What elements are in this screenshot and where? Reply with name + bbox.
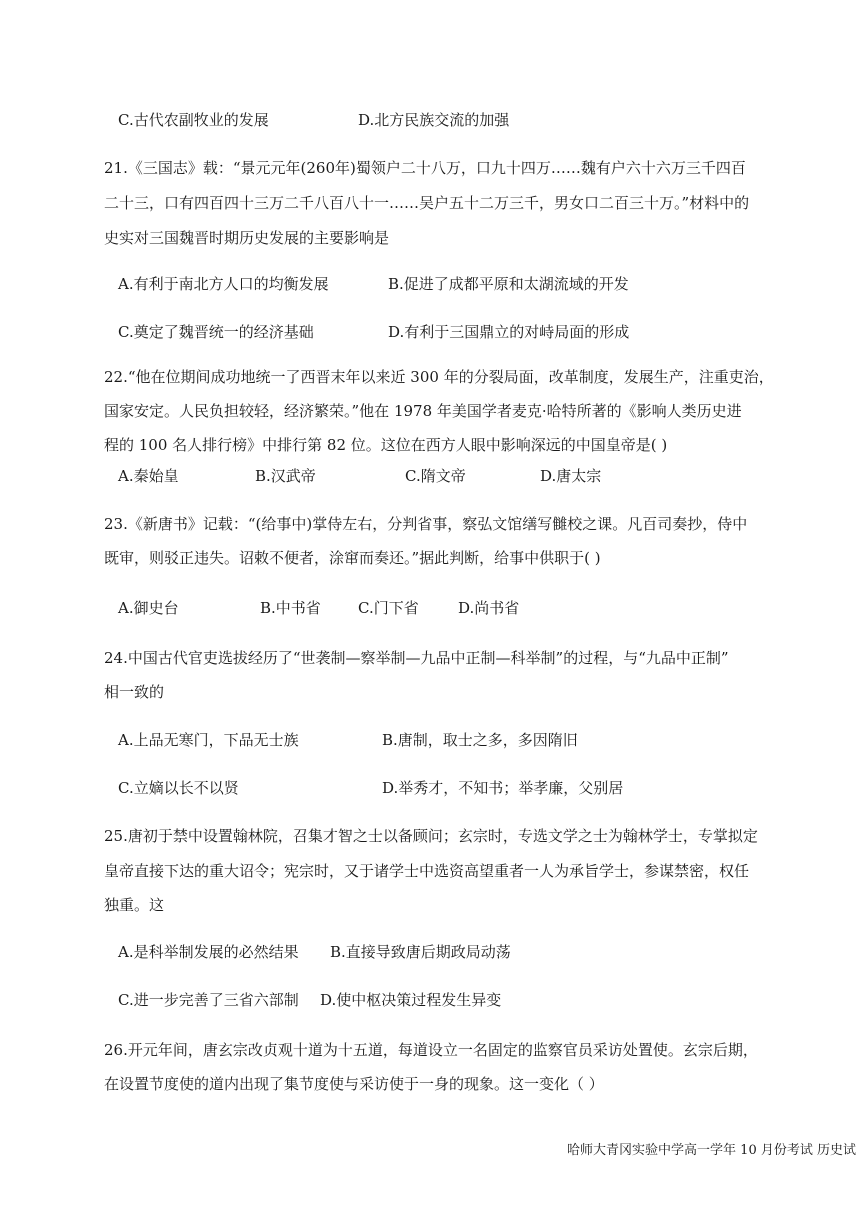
q21-stem-line-3: 史实对三国魏晋时期历史发展的主要影响是 [104, 229, 390, 247]
q23-option-b: B.中书省 [260, 599, 321, 617]
q25-stem-line-3: 独重。这 [104, 896, 165, 914]
q25-option-a: A.是科举制发展的必然结果 [118, 943, 299, 961]
q23-option-c: C.门下省 [358, 599, 419, 617]
q21-option-a: A.有利于南北方人口的均衡发展 [118, 275, 329, 293]
q25-option-c: C.进一步完善了三省六部制 [118, 991, 299, 1009]
q22-option-d: D.唐太宗 [540, 467, 602, 485]
q25-stem-line-2: 皇帝直接下达的重大诏令；宪宗时，又于诸学士中选资高望重者一人为承旨学士，参谋禁密，权任 [104, 862, 750, 880]
q22-option-c: C.隋文帝 [405, 467, 466, 485]
q23-option-a: A.御史台 [118, 599, 179, 617]
q21-stem-line-2: 二十三，口有四百四十三万二千八百八十一……吴户五十二万三千，男女口二百三十万。”材料中的 [104, 194, 750, 212]
q21-option-c: C.奠定了魏晋统一的经济基础 [118, 323, 314, 341]
q23-stem-line-2: 既审，则驳正违失。诏敕不便者，涂窜而奏还。”据此判断，给事中供职于( ) [104, 549, 601, 567]
q20-option-d: D.北方民族交流的加强 [358, 111, 510, 129]
q23-stem-line-1: 23.《新唐书》记载：“(给事中)掌侍左右，分判省事，察弘文馆缮写雠校之课。凡百司奏抄，侍中 [104, 515, 748, 533]
q23-option-d: D.尚书省 [458, 599, 520, 617]
q24-stem-line-1: 24.中国古代官吏选拔经历了“世袭制—察举制—九品中正制—科举制”的过程，与“九品中正制” [104, 649, 729, 667]
q21-stem-line-1: 21.《三国志》载：“景元元年(260年)蜀领户二十八万，口九十四万……魏有户六十六万三千四百 [104, 159, 746, 177]
q26-stem-line-1: 26.开元年间，唐玄宗改贞观十道为十五道，每道设立一名固定的监察官员采访处置使。玄宗后期， [104, 1041, 758, 1059]
q25-option-d: D.使中枢决策过程发生异变 [320, 991, 502, 1009]
q22-stem-line-2: 国家安定。人民负担较轻，经济繁荣。”他在 1978 年美国学者麦克·哈特所著的《影响人类历史进 [104, 402, 742, 420]
q24-option-c: C.立嫡以长不以贤 [118, 779, 239, 797]
q22-option-b: B.汉武帝 [255, 467, 316, 485]
q24-option-d: D.举秀才，不知书；举孝廉，父别居 [382, 779, 624, 797]
q22-option-a: A.秦始皇 [118, 467, 179, 485]
q20-option-c: C.古代农副牧业的发展 [118, 111, 269, 129]
q26-stem-line-2: 在设置节度使的道内出现了集节度使与采访使于一身的现象。这一变化（ ） [104, 1075, 604, 1093]
q25-stem-line-1: 25.唐初于禁中设置翰林院，召集才智之士以备顾问；玄宗时，专选文学之士为翰林学士，专掌拟定 [104, 827, 758, 845]
q24-option-b: B.唐制，取士之多，多因隋旧 [382, 731, 578, 749]
q22-stem-line-1: 22.“他在位期间成功地统一了西晋末年以来近 300 年的分裂局面，改革制度，发展生产，注重吏治， [104, 368, 774, 386]
q24-option-a: A.上品无寒门，下品无士族 [118, 731, 299, 749]
q25-option-b: B.直接导致唐后期政局动荡 [330, 943, 511, 961]
q24-stem-line-2: 相一致的 [104, 683, 165, 701]
q21-option-d: D.有利于三国鼎立的对峙局面的形成 [388, 323, 630, 341]
page-footer: 哈师大青冈实验中学高一学年 10 月份考试 历史试 [567, 1143, 856, 1158]
q22-stem-line-3: 程的 100 名人排行榜》中排行第 82 位。这位在西方人眼中影响深远的中国皇帝是( ) [104, 436, 668, 454]
q21-option-b: B.促进了成都平原和太湖流域的开发 [388, 275, 629, 293]
